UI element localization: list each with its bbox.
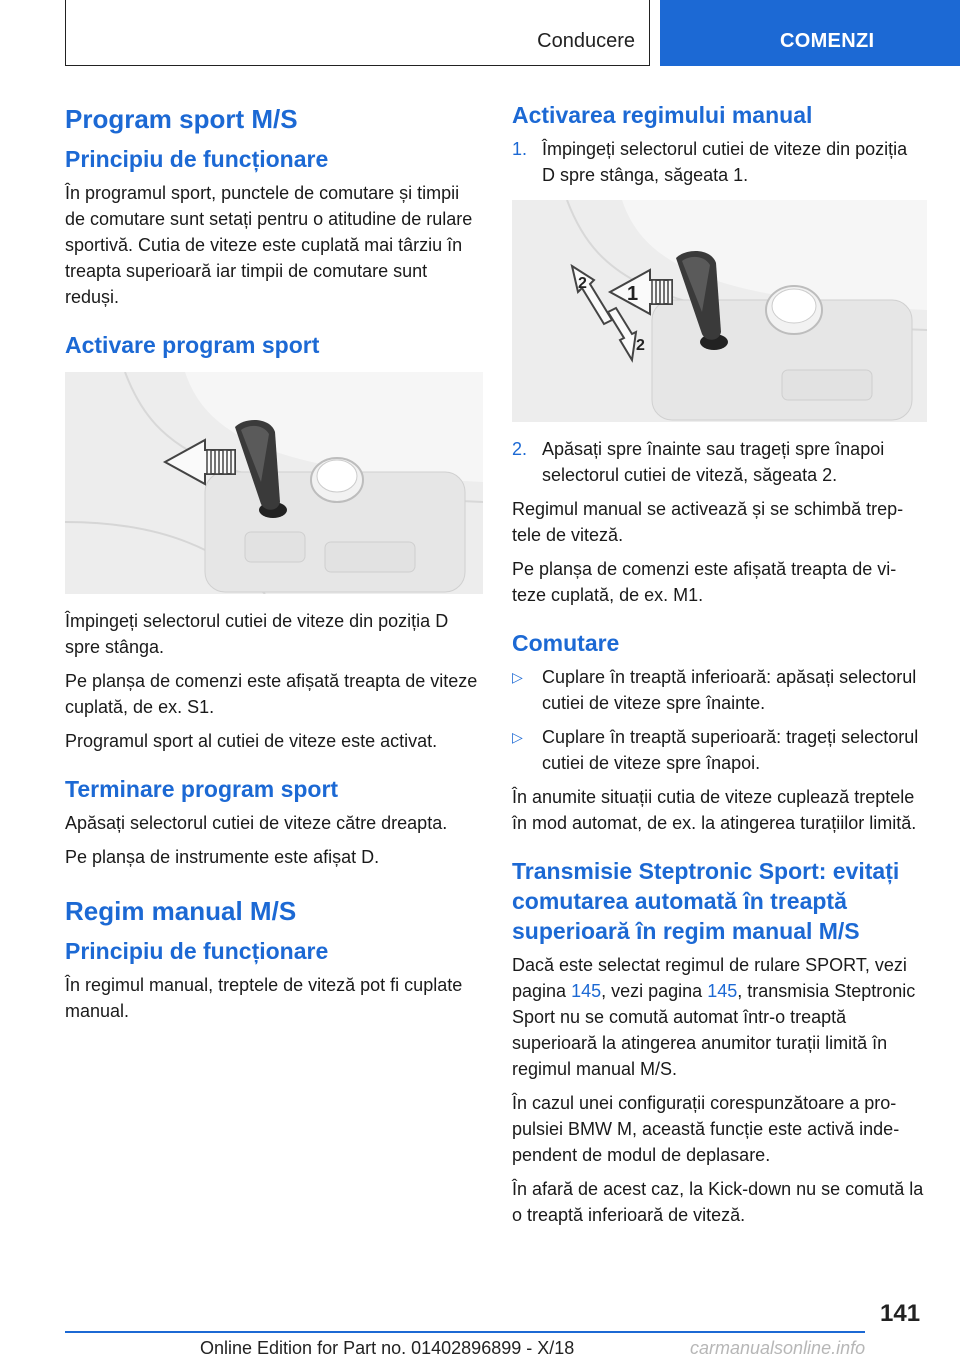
page-link-145[interactable]: 145 bbox=[707, 981, 738, 1001]
header-chapter-title: COMENZI bbox=[780, 30, 875, 52]
step-text: Împingeți selectorul cutiei de viteze din poziția D spre stânga, săgeata 1. bbox=[542, 139, 908, 185]
bullet-text: Cuplare în treaptă superioară: trageți selectorul cutiei de viteze spre înapoi. bbox=[542, 727, 919, 773]
paragraph-end-2: Pe planșa de instrumente este afișat D. bbox=[65, 847, 380, 867]
heading-end-sport: Terminare program sport bbox=[65, 776, 339, 802]
paragraph-steptronic-1: Dacă este selectat regimul de rulare SPORT, vezi pagina 145, vezi pagina 145, transmisia Steptronic Sport nu se comută automat într-o treaptă superioară la atingerea anumitor turații limită în regimul manual M/S. bbox=[512, 955, 916, 1079]
step-text: Apăsați spre înainte sau trageți spre înapoi selectorul cutiei de viteză, săgeata 2. bbox=[542, 439, 885, 485]
header-section-title: Conducere bbox=[537, 30, 635, 52]
heading-manual-mode: Regim manual M/S bbox=[65, 896, 297, 926]
left-column bbox=[65, 100, 483, 1032]
paragraph-switching: În anumite situații cutia de viteze cuplează treptele în mod automat, de ex. la atingerea turațiilor limită. bbox=[512, 787, 917, 833]
step-number: 1. bbox=[512, 139, 528, 159]
heading-switching: Comutare bbox=[512, 630, 620, 656]
paragraph-manual-2: Pe planșa de comenzi este afișată treapta de viteze cuplată, de ex. M1. bbox=[512, 559, 897, 605]
illustration-gear-selector-manual bbox=[512, 200, 927, 422]
paragraph-activate-3: Programul sport al cutiei de viteze este activat. bbox=[65, 731, 438, 751]
paragraph-activate-1: Împingeți selectorul cutiei de viteze din poziția D spre stânga. bbox=[65, 611, 449, 657]
heading-activate-sport: Activare program sport bbox=[65, 332, 320, 358]
figure-label-2-bottom: 2 bbox=[636, 337, 645, 354]
figure-label-2-top: 2 bbox=[578, 275, 587, 292]
heading-activate-manual: Activarea regimului manual bbox=[512, 102, 813, 128]
bullet-triangle-icon: ▷ bbox=[512, 669, 523, 685]
paragraph-manual-1: Regimul manual se activează și se schimbă treptele de viteză. bbox=[512, 499, 904, 545]
paragraph-steptronic-3: În afară de acest caz, la Kick-down nu se comută la o treaptă inferioară de viteză. bbox=[512, 1179, 924, 1225]
bullet-text: Cuplare în treaptă inferioară: apăsați selectorul cutiei de viteze spre înainte. bbox=[542, 667, 917, 713]
step-number: 2. bbox=[512, 439, 528, 459]
bullet-upshift bbox=[512, 724, 924, 776]
heading-principle: Principiu de funcționare bbox=[65, 146, 329, 172]
figure-label-1: 1 bbox=[627, 283, 639, 305]
paragraph-principle: În programul sport, punctele de comutare și timpii de comutare sunt setați pentru o atitudine de rulare sportivă. Cutia de viteze este cuplată mai târziu în treapta superioară iar timpii de comutare sunt reduși. bbox=[65, 183, 473, 307]
paragraph-activate-2: Pe planșa de comenzi este afișată treapta de viteze cuplată, de ex. S1. bbox=[65, 671, 478, 717]
step-2 bbox=[512, 436, 924, 488]
page-link-145[interactable]: 145 bbox=[571, 981, 602, 1001]
header-chapter-tab bbox=[660, 0, 960, 66]
illustration-gear-selector-left bbox=[65, 372, 483, 594]
header-section-box bbox=[65, 0, 650, 66]
heading-principle-manual: Principiu de funcționare bbox=[65, 938, 329, 964]
bullet-triangle-icon: ▷ bbox=[512, 729, 523, 745]
watermark: carmanualsonline.info bbox=[690, 1338, 866, 1358]
paragraph-end-1: Apăsați selectorul cutiei de viteze către dreapta. bbox=[65, 813, 448, 833]
heading-sport-program: Program sport M/S bbox=[65, 104, 298, 134]
footer-divider bbox=[65, 1331, 865, 1333]
heading-steptronic: Transmisie Steptronic Sport: evitați comutarea automată în treaptă superioară în regim manual M/S bbox=[512, 858, 900, 944]
footer-edition: Online Edition for Part no. 01402896899 - X/18 bbox=[200, 1338, 575, 1358]
step-1 bbox=[512, 136, 924, 188]
page-number: 141 bbox=[880, 1300, 921, 1327]
bullet-downshift bbox=[512, 664, 924, 716]
paragraph-principle-manual: În regimul manual, treptele de viteză pot fi cuplate manual. bbox=[65, 975, 463, 1021]
right-column bbox=[512, 100, 924, 1236]
paragraph-steptronic-2: În cazul unei configurații corespunzătoare a propulsiei BMW M, această funcție este activă independent de modul de deplasare. bbox=[512, 1093, 900, 1165]
